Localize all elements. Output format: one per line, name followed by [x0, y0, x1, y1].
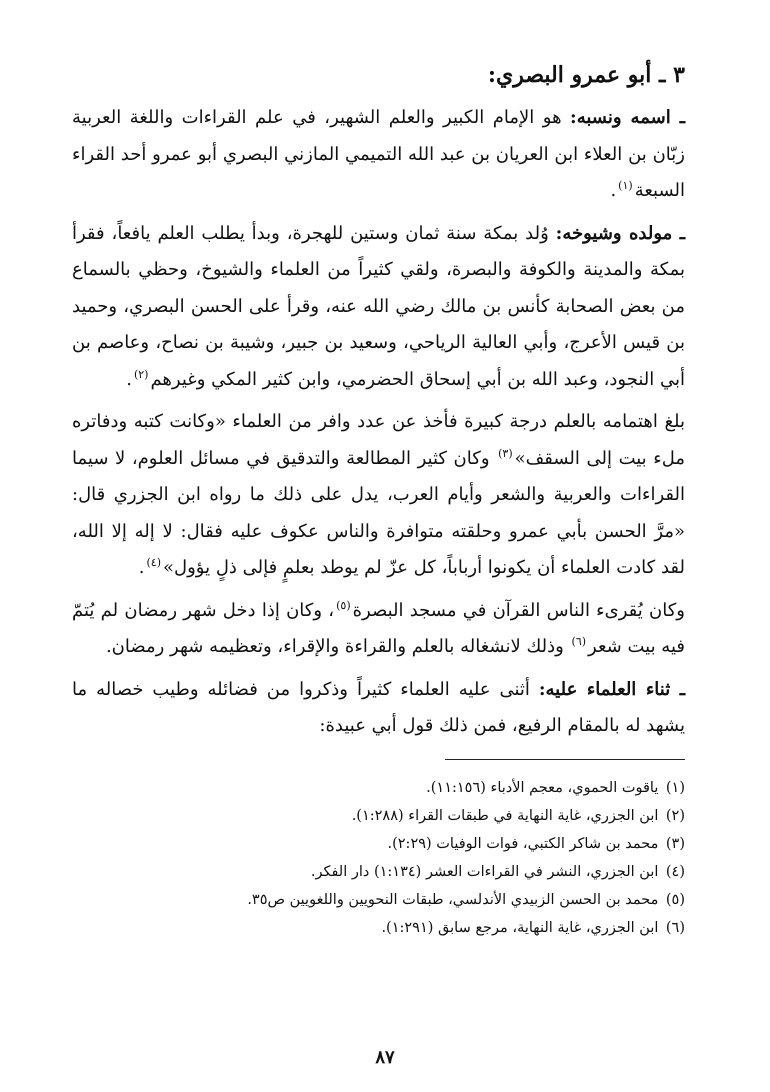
footnote-text: ابن الجزري، غاية النهاية في طبقات القراء (١:٢٨٨).: [351, 807, 659, 824]
footnote-number: (٦): [665, 919, 685, 936]
paragraph-text: وذلك لانشغاله بالعلم والقراءة والإقراء، وتعظيمه شهر رمضان.: [105, 636, 570, 657]
footnote-text: محمد بن شاكر الكتبي، فوات الوفيات (٢:٢٩).: [387, 835, 659, 852]
paragraph-lead: ـ ثناء العلماء عليه:: [538, 678, 685, 700]
footnote-reference[interactable]: (٤): [146, 556, 161, 569]
footnote-reference[interactable]: (٥): [336, 598, 351, 612]
paragraph-tail: .: [610, 180, 617, 201]
footnote-number: (٢): [665, 807, 685, 824]
paragraph-birth-teachers: [72, 216, 685, 399]
footnote-item: [72, 914, 685, 942]
footnote-text: ابن الجزري، النشر في القراءات العشر (١:١٣٤) دار الفكر.: [310, 863, 659, 880]
footnote-item: [72, 830, 685, 858]
paragraph-text: أثنى عليه العلماء كثيراً وذكروا من فضائله وطيب خصاله ما يشهد له بالمقام الرفيع، فمن ذلك قول أبي عبيدة:: [72, 678, 685, 736]
footnote-reference[interactable]: (٢): [133, 367, 149, 381]
section-heading: ٣ ـ أبو عمرو البصري:: [487, 62, 685, 88]
paragraph-scholarship: [72, 404, 685, 587]
footnote-text: محمد بن الحسن الزبيدي الأندلسي، طبقات النحويين واللغويين ص٣٥.: [247, 891, 659, 908]
paragraph-lead: ـ اسمه ونسبه:: [570, 107, 685, 128]
footnote-number: (٣): [665, 835, 685, 852]
footnote-item: [72, 774, 685, 802]
paragraph-text: بلغ اهتمامه بالعلم درجة كبيرة فأخذ عن عدد وافر من العلماء «وكانت كتبه ودفاتره ملء بيت إلى السقف»: [72, 411, 685, 469]
footnote-item: [72, 802, 685, 830]
footnote-number: (٤): [665, 863, 685, 880]
paragraph-text: هو الإمام الكبير والعلم الشهير، في علم القراءات واللغة العربية زبّان بن العلاء ابن العريان بن عبد الله التميمي المازني البصري أبو عمرو أحد القراء السبعة: [72, 107, 685, 201]
footnote-text: ابن الجزري، غاية النهاية، مرجع سابق (١:٢٩١).: [381, 919, 659, 936]
paragraph-teaching: [72, 593, 685, 666]
footnotes: [72, 774, 685, 942]
paragraph-name-lineage: [72, 100, 685, 210]
paragraph-text: وكان كثير المطالعة والتدقيق في مسائل العلوم، لا سيما القراءات والعربية والشعر وأيام العرب، يدل على ذلك ما رواه ابن الجزري قال: «مرَّ الحسن بأبي عمرو وحلقته متوافرة والناس عكوف عليه فقال: لا إله إلا الله، لقد كادت العلماء أن يكونوا أرباباً، كل عزّ لم يوطد بعلمٍ فإلى ذلٍ يؤول»: [72, 447, 685, 578]
footnote-item: [72, 886, 685, 914]
paragraph-text: وُلد بمكة سنة ثمان وستين للهجرة، وبدأ يطلب العلم يافعاً، فقرأ بمكة والمدينة والكوفة والبصرة، ولقي كثيراً من العلماء والشيوخ، وحظي بالسماع من بعض الصحابة كأنس بن مالك رضي الله عنه، وقرأ على الحسن البصري، وحميد بن قيس الأعرج، وأبي العالية الرياحي، وسعيد بن جبير، وشيبة بن نصاح، وعاصم بن أبي النجود، وعبد الله بن أبي إسحاق الحضرمي، وابن كثير المكي وغيرهم: [72, 222, 686, 390]
paragraph-tail: .: [126, 368, 132, 390]
paragraph-tail: .: [138, 557, 145, 578]
footnote-number: (١): [665, 779, 685, 796]
footnote-text: ياقوت الحموي، معجم الأدباء (١١:١٥٦).: [426, 779, 659, 796]
page-number: ٨٧: [375, 1047, 395, 1068]
footnote-reference[interactable]: (١): [618, 179, 633, 192]
paragraph-text: ، وكان إذا دخل شهر رمضان لم يُتمّ فيه بيت شعر: [72, 599, 685, 657]
footnote-reference[interactable]: (٦): [571, 635, 587, 648]
paragraph-text: وكان يُقرىء الناس القرآن في مسجد البصرة: [352, 599, 685, 621]
paragraph-praise: [72, 672, 685, 745]
footnote-number: (٥): [665, 891, 685, 908]
footnote-reference[interactable]: (٣): [498, 446, 513, 460]
paragraph-lead: ـ مولده وشيوخه:: [555, 222, 685, 244]
footnote-divider: [445, 759, 685, 760]
footnote-item: [72, 858, 685, 886]
